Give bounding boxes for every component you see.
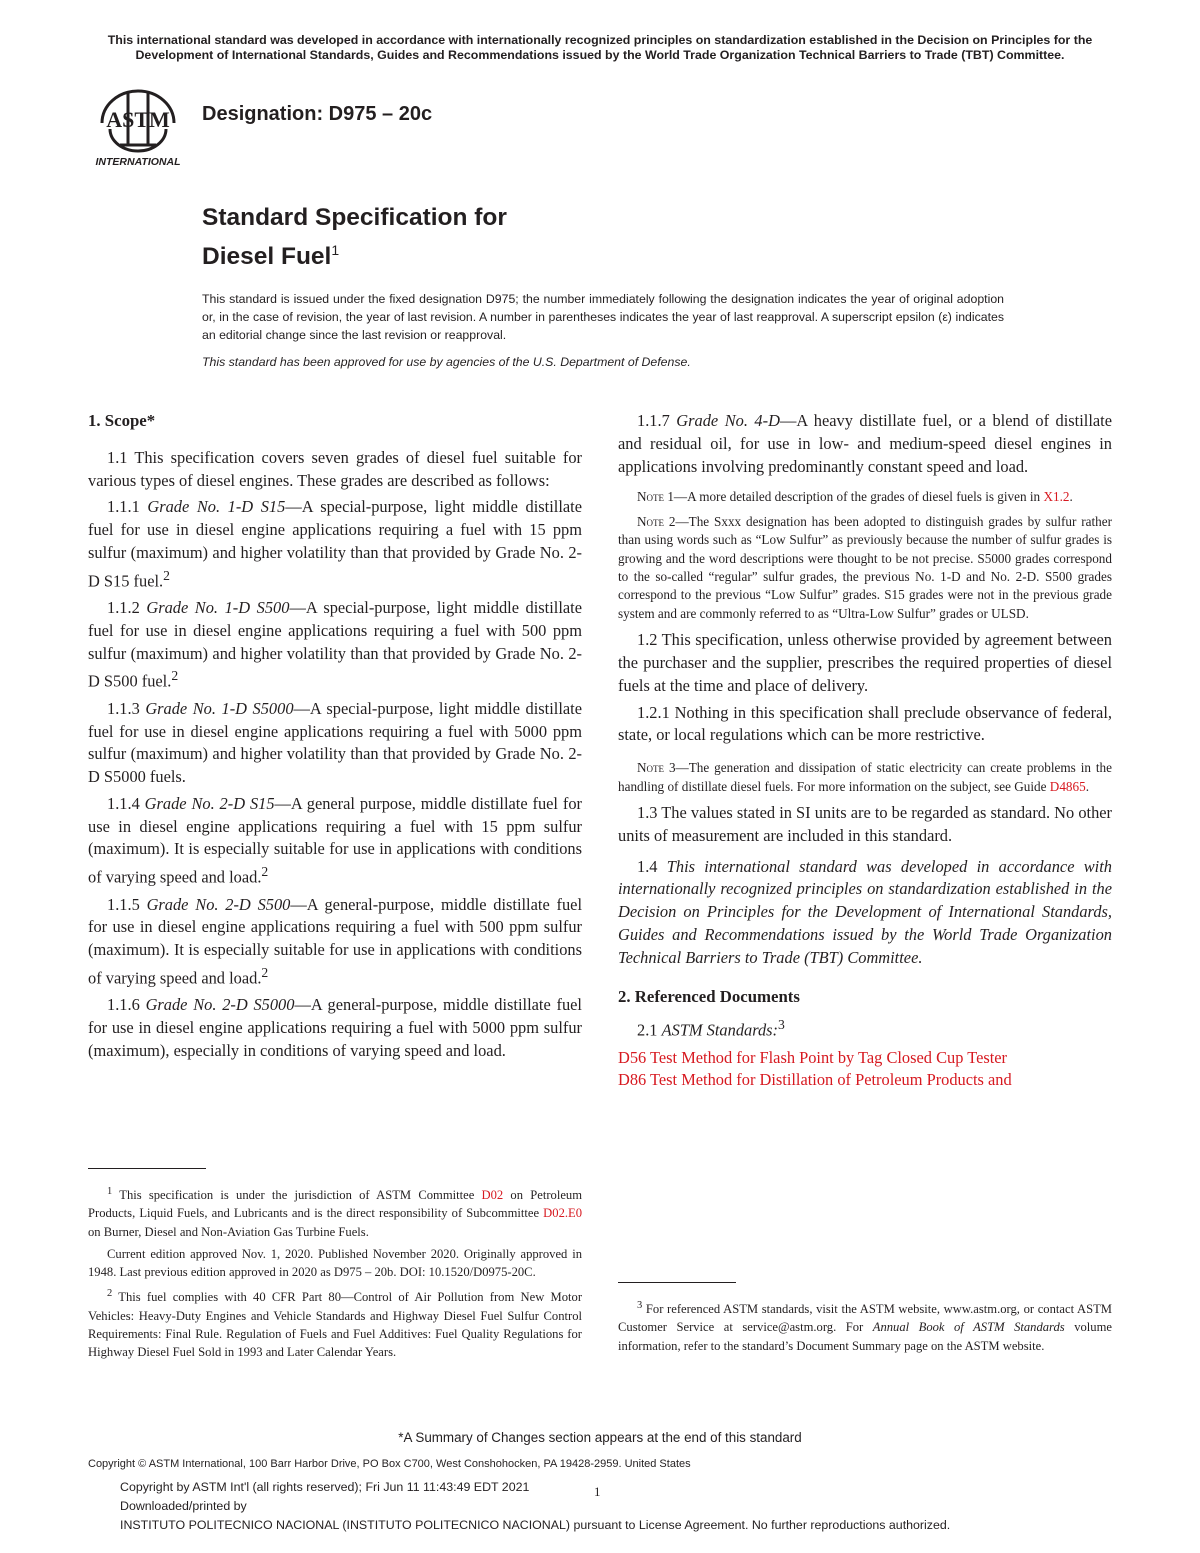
page-number: 1 <box>594 1484 601 1499</box>
link-d02-e0[interactable]: D02.E0 <box>543 1206 582 1221</box>
link-d02[interactable]: D02 <box>481 1188 504 1203</box>
para-1-2: 1.2 This specification, unless otherwise provided by agreement between the purchaser and the supplier, prescribes the required properties of diesel fuels at the time and place of delivery. <box>618 630 1112 695</box>
footnote-divider <box>618 1282 736 1283</box>
footnote-ref[interactable]: 2 <box>261 864 269 880</box>
title-line-1: Standard Specification for <box>202 204 507 231</box>
para-1-1: 1.1 This specification covers seven grades of diesel fuel suitable for various types of diesel engines. These grades are described as follows: <box>88 447 582 490</box>
refdocs-heading: 2. Referenced Documents <box>618 986 800 1006</box>
footnote-divider <box>88 1168 206 1169</box>
para-1-2-1: 1.2.1 Nothing in this specification shall preclude observance of federal, state, or local regulations which can be more restrictive. <box>618 702 1112 745</box>
para-1-1-3: 1.1.3 Grade No. 1-D S5000—A special-purpose, light middle distillate fuel for use in diesel engine applications requiring a fuel with 5000 ppm sulfur (maximum) and higher volatility than that provided by Grade No. 2-D S5000 fuels. <box>88 698 582 787</box>
para-1-1-6: 1.1.6 Grade No. 2-D S5000—A general-purpose, middle distillate fuel for use in diesel engine applications requiring a fuel with 5000 ppm sulfur (maximum), especially in conditions of varying speed and load. <box>88 995 582 1060</box>
note-2: Note 2—The Sxxx designation has been adopted to distinguish grades by sulfur rather than using words such as “Low Sulfur” as previously because the number of sulfur grades is growing and the word descriptions were thought to be not precise. S5000 grades correspond to the so-called “regular” sulfur grades, the previous No. 1-D and No. 2-D. S500 grades correspond to the previous “Low Sulfur” grades. S15 grades were not in the previous grade system and are commonly referred to as “Ultra-Low Sulfur” grades or ULSD. <box>618 513 1112 621</box>
footnotes-left <box>88 1168 582 1361</box>
ref-d86[interactable]: D86 Test Method for Distillation of Petroleum Products and <box>618 1070 1012 1090</box>
license-line-1: Copyright by ASTM Int'l (all rights reserved); Fri Jun 11 11:43:49 EDT 2021 <box>120 1480 530 1494</box>
para-1-1-2: 1.1.2 Grade No. 1-D S500—A special-purpose, light middle distillate fuel for use in diesel engine applications requiring a fuel with 500 ppm sulfur (maximum) and higher volatility than that provided by Grade No. 2-D S500 fuel.$^2$ <box>88 598 582 691</box>
para-1-1-7: 1.1.7 Grade No. 4-D—A heavy distillate fuel, or a blend of distillate and residual oil, for use in low- and medium-speed diesel engines in applications involving predominantly constant speed and load. <box>618 411 1112 476</box>
footnote-3: $^3$ For referenced ASTM standards, visit the ASTM website, www.astm.org, or contact ASTM Customer Service at service@astm.org. For Annual Book of ASTM Standards volume information, refer to the standard’s Document Summary page on the ASTM website. <box>618 1300 1113 1353</box>
dod-note: This standard has been approved for use by agencies of the U.S. Department of Defense. <box>202 355 691 369</box>
license-line-3: INSTITUTO POLITECNICO NACIONAL (INSTITUTO POLITECNICO NACIONAL) pursuant to License Agreement. No further reproductions authorized. <box>120 1518 951 1532</box>
copyright: Copyright © ASTM International, 100 Barr Harbor Drive, PO Box C700, West Conshohocken, PA 19428-2959. United States <box>88 1458 691 1470</box>
para-1-1-1: 1.1.1 Grade No. 1-D S15—A special-purpose, light middle distillate fuel for use in diesel engine applications requiring a fuel with 15 ppm sulfur (maximum) and higher volatility than that provided by Grade No. 2-D S15 fuel.$^2$ <box>88 497 582 591</box>
header-notice: This international standard was developed in accordance with internationally recognized principles on standardization established in the Decision on Principles for the Development of International Standards, Guides and Recommendations issued by the World Trade Organization Technical Barriers to Trade (TBT) Committee. <box>107 33 1093 62</box>
right-column <box>618 410 1112 1092</box>
astm-logo-icon <box>88 83 188 169</box>
astm-logo <box>88 83 188 169</box>
footnote-2: $^2$ This fuel complies with 40 CFR Part 80—Control of Air Pollution from New Motor Vehicles: Heavy-Duty Engines and Vehicle Standards and Highway Diesel Fuel Sulfur Control Requirements: Final Rule. Regulation of Fuels and Fuel Additives: Fuel Quality Regulations for Highway Diesel Fuel Sold in 1993 and Later Calendar Years. <box>88 1288 583 1359</box>
issued-note: This standard is issued under the fixed designation D975; the number immediately following the designation indicates the year of original adoption or, in the case of revision, the year of last revision. A number in parentheses indicates the year of last reapproval. A superscript epsilon (ε) indicates an editorial change since the last revision or reapproval. <box>202 292 1004 342</box>
title-line-2: Diesel Fuel$^1$ <box>202 242 340 271</box>
ref-d56[interactable]: D56 Test Method for Flash Point by Tag Closed Cup Tester <box>618 1047 1008 1067</box>
svg-text:INTERNATIONAL: INTERNATIONAL <box>95 156 181 168</box>
summary-of-changes: *A Summary of Changes section appears at the end of this standard <box>398 1430 802 1445</box>
left-column <box>88 410 582 1067</box>
footnotes-right <box>618 1282 1112 1355</box>
footnote-1-edition: Current edition approved Nov. 1, 2020. Published November 2020. Originally approved in 1948. Last previous edition approved in 2020 as D975 – 20b. DOI: 10.1520/D0975-20C. <box>88 1246 582 1279</box>
title-footnote-ref[interactable]: 1 <box>331 242 340 258</box>
footnote-ref[interactable]: 2 <box>163 567 170 583</box>
license-line-2: Downloaded/printed by <box>120 1499 247 1513</box>
note-1: Note 1—A more detailed description of the grades of diesel fuels is given in X1.2. <box>637 489 1073 505</box>
footnote-ref[interactable]: 3 <box>778 1017 785 1033</box>
document-title <box>202 202 507 273</box>
footnote-ref[interactable]: 2 <box>261 964 269 980</box>
link-x1-2[interactable]: X1.2 <box>1043 489 1070 505</box>
footnote-ref[interactable]: 2 <box>171 668 179 684</box>
svg-text:ASTM: ASTM <box>106 107 170 132</box>
note-3: Note 3—The generation and dissipation of static electricity can create problems in the handling of distillate diesel fuels. For more information on the subject, see Guide D4865. <box>618 760 1112 794</box>
scope-heading: 1. Scope* <box>88 411 156 430</box>
designation: Designation: D975 – 20c <box>202 103 433 125</box>
link-d4865[interactable]: D4865 <box>1049 778 1086 794</box>
para-1-1-5: 1.1.5 Grade No. 2-D S500—A general-purpose, middle distillate fuel for use in diesel engine applications requiring a fuel with 500 ppm sulfur (maximum). It is especially suitable for use in applications with conditions of varying speed and load.$^2$ <box>88 894 582 988</box>
para-1-3: 1.3 The values stated in SI units are to be regarded as standard. No other units of measurement are included in this standard. <box>618 803 1112 845</box>
footnote-1: $^1$ This specification is under the jurisdiction of ASTM Committee D02 on Petroleum Products, Liquid Fuels, and Lubricants and is the direct responsibility of Subcommittee D02.E0 on Burner, Diesel and Non-Aviation Gas Turbine Fuels. <box>88 1186 583 1239</box>
para-2-1: 2.1 ASTM Standards:$^3$ <box>637 1017 785 1040</box>
para-1-4: 1.4 This international standard was developed in accordance with internationally recognized principles on standardization established in the Decision on Principles for the Development of International Standards, Guides and Recommendations issued by the World Trade Organization Technical Barriers to Trade (TBT) Committee. <box>618 856 1112 967</box>
para-1-1-4: 1.1.4 Grade No. 2-D S15—A general purpose, middle distillate fuel for use in diesel engine applications requiring a fuel with 15 ppm sulfur (maximum). It is especially suitable for use in applications with conditions of varying speed and load.$^2$ <box>88 793 582 887</box>
